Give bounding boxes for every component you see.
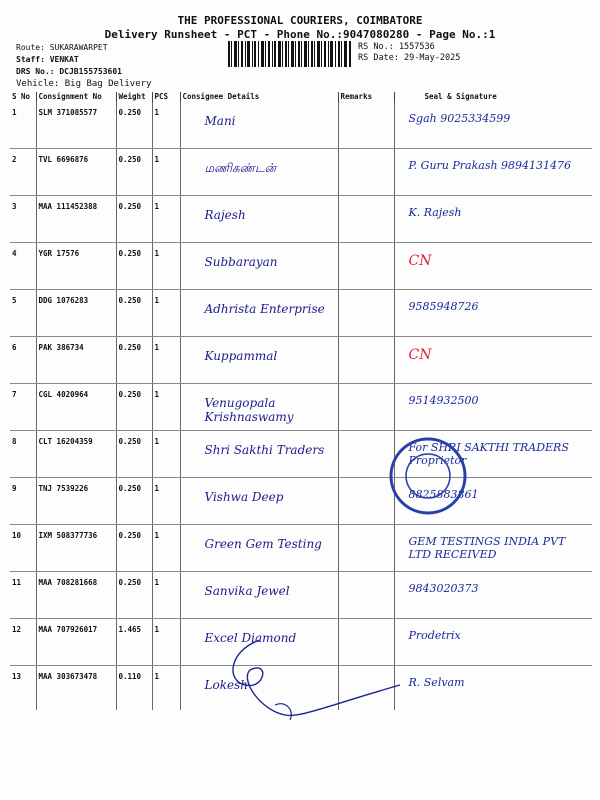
row-pcs: 1 [152,478,180,525]
row-remarks [338,431,394,478]
row-consignment-no: TNJ 7539226 [36,478,116,525]
row-signature: 9585948726 [408,300,479,313]
row-sno: 8 [10,431,36,478]
row-signature-cell [394,572,592,619]
row-pcs: 1 [152,572,180,619]
row-consignee-cell [180,572,338,619]
col-sno: S No [12,92,31,101]
drs-line [16,67,122,76]
row-signature-cell [394,149,592,196]
row-pcs: 1 [152,525,180,572]
row-signature-cell [394,290,592,337]
row-sno: 7 [10,384,36,431]
row-consignee-cell [180,431,338,478]
row-weight: 1.465 [116,619,152,666]
row-signature: CN [408,347,432,363]
row-consignee-cell [180,149,338,196]
table-row [10,196,592,243]
row-consignment-no: CLT 16204359 [36,431,116,478]
row-remarks [338,102,394,149]
runsheet-table [10,92,592,710]
col-consignee: Consignee Details [180,92,338,102]
row-consignee: Sanvika Jewel [204,584,290,598]
row-weight: 0.250 [116,337,152,384]
row-pcs: 1 [152,666,180,711]
rs-number: RS No.: 1557536 [358,42,435,52]
col-pcs: PCS [152,92,180,102]
row-consignee: Subbarayan [204,255,278,269]
row-pcs: 1 [152,290,180,337]
row-signature: 9514932500 [408,394,479,407]
row-pcs: 1 [152,384,180,431]
vehicle-text: Vehicle: Big Bag Delivery [16,79,152,89]
row-consignee: Venugopala Krishnaswamy [204,396,294,424]
table-row [10,572,592,619]
row-consignee: Lokesh [204,678,248,692]
row-remarks [338,572,394,619]
row-signature-cell [394,102,592,149]
row-signature: 9843020373 [408,582,479,595]
row-signature: Sgah 9025334599 [408,112,511,125]
staff-label: Staff: [16,55,45,64]
bottom-signature [220,630,410,730]
row-weight: 0.250 [116,102,152,149]
row-consignee: Excel Diamond [204,631,297,645]
drs-value: DCJB155753601 [59,67,122,76]
row-consignment-no: MAA 111452388 [36,196,116,243]
row-weight: 0.250 [116,243,152,290]
row-pcs: 1 [152,243,180,290]
runsheet-title: THE PROFESSIONAL COURIERS, COIMBATORE [177,14,423,27]
row-consignee-cell [180,102,338,149]
col-weight: Weight [116,92,152,102]
row-weight: 0.250 [116,196,152,243]
route-text: Route: SUKARAWARPET [16,43,108,52]
row-consignee-cell [180,478,338,525]
row-weight: 0.250 [116,431,152,478]
row-signature-cell [394,384,592,431]
row-consignee: Vishwa Deep [204,490,284,504]
row-signature-cell [394,666,592,711]
row-pcs: 1 [152,149,180,196]
row-weight: 0.250 [116,478,152,525]
row-consignment-no: CGL 4020964 [36,384,116,431]
row-signature: P. Guru Prakash 9894131476 [408,159,572,172]
row-sno: 1 [10,102,36,149]
row-consignee: Adhrista Enterprise [204,302,325,316]
row-signature: Prodetrix [408,629,461,642]
row-remarks [338,290,394,337]
row-consignment-no: MAA 708281668 [36,572,116,619]
table-row [10,478,592,525]
row-signature-cell [394,619,592,666]
row-weight: 0.250 [116,525,152,572]
row-pcs: 1 [152,337,180,384]
row-weight: 0.250 [116,384,152,431]
staff-value: VENKAT [49,55,79,64]
row-consignee-cell [180,196,338,243]
row-signature-cell [394,525,592,572]
row-signature: 8825883861 [408,488,479,501]
row-signature: For SHRI SAKTHI TRADERS Proprietor [408,441,569,467]
row-consignee: மணிகண்டன் [204,161,277,175]
barcode [228,41,352,67]
row-signature: R. Selvam [408,676,465,689]
row-remarks [338,149,394,196]
row-remarks [338,337,394,384]
row-signature-cell [394,196,592,243]
row-consignee-cell [180,384,338,431]
row-consignment-no: MAA 303673478 [36,666,116,711]
row-consignment-no: TVL 6696876 [36,149,116,196]
row-weight: 0.250 [116,290,152,337]
table-row [10,102,592,149]
table-header [10,92,592,102]
row-weight: 0.250 [116,572,152,619]
row-pcs: 1 [152,102,180,149]
received-seal [388,436,468,516]
row-consignment-no: SLM 371085577 [36,102,116,149]
row-sno: 13 [12,672,22,681]
staff-line [16,55,79,64]
col-remarks: Remarks [338,92,394,102]
row-pcs: 1 [152,431,180,478]
row-remarks [338,196,394,243]
row-pcs: 1 [152,196,180,243]
row-sno: 12 [10,619,36,666]
col-consignment: Consignment No [36,92,116,102]
table-row [10,525,592,572]
drs-label: DRS No.: [16,67,55,76]
row-remarks [338,243,394,290]
row-consignee: Kuppammal [204,349,278,363]
row-weight: 0.250 [116,149,152,196]
row-pcs: 1 [152,619,180,666]
row-sno: 5 [10,290,36,337]
row-consignment-no: YGR 17576 [36,243,116,290]
table-row [10,290,592,337]
row-consignee-cell [180,243,338,290]
row-signature-cell [394,337,592,384]
row-remarks [338,384,394,431]
row-remarks [338,478,394,525]
row-consignee-cell [180,525,338,572]
row-consignment-no: DDG 1076283 [36,290,116,337]
row-sno: 11 [10,572,36,619]
row-signature: GEM TESTINGS INDIA PVT LTD RECEIVED [408,535,566,561]
row-weight: 0.110 [116,666,152,711]
row-signature: CN [408,253,432,269]
row-sno: 10 [10,525,36,572]
table-row [10,337,592,384]
row-consignee-cell [180,290,338,337]
row-consignee-cell [180,337,338,384]
runsheet-subtitle: Delivery Runsheet - PCT - Phone No.:9047080280 - Page No.:1 [104,28,496,41]
row-signature: K. Rajesh [408,206,462,219]
row-sno: 9 [10,478,36,525]
row-consignee: Rajesh [204,208,246,222]
rs-date: RS Date: 29-May-2025 [358,53,461,63]
row-consignee: Shri Sakthi Traders [204,443,325,457]
table-row [10,243,592,290]
table-row [10,431,592,478]
row-consignment-no: IXM 508377736 [36,525,116,572]
row-remarks [338,525,394,572]
row-signature-cell [394,243,592,290]
row-consignee: Mani [204,114,236,128]
row-consignment-no: MAA 707926017 [36,619,116,666]
row-consignee: Green Gem Testing [204,537,322,551]
col-signature: Seal & Signature [394,92,592,102]
row-sno: 6 [10,337,36,384]
row-sno: 2 [10,149,36,196]
row-sno: 4 [10,243,36,290]
table-row [10,149,592,196]
row-consignment-no: PAK 386734 [36,337,116,384]
row-sno: 3 [10,196,36,243]
table-row [10,384,592,431]
